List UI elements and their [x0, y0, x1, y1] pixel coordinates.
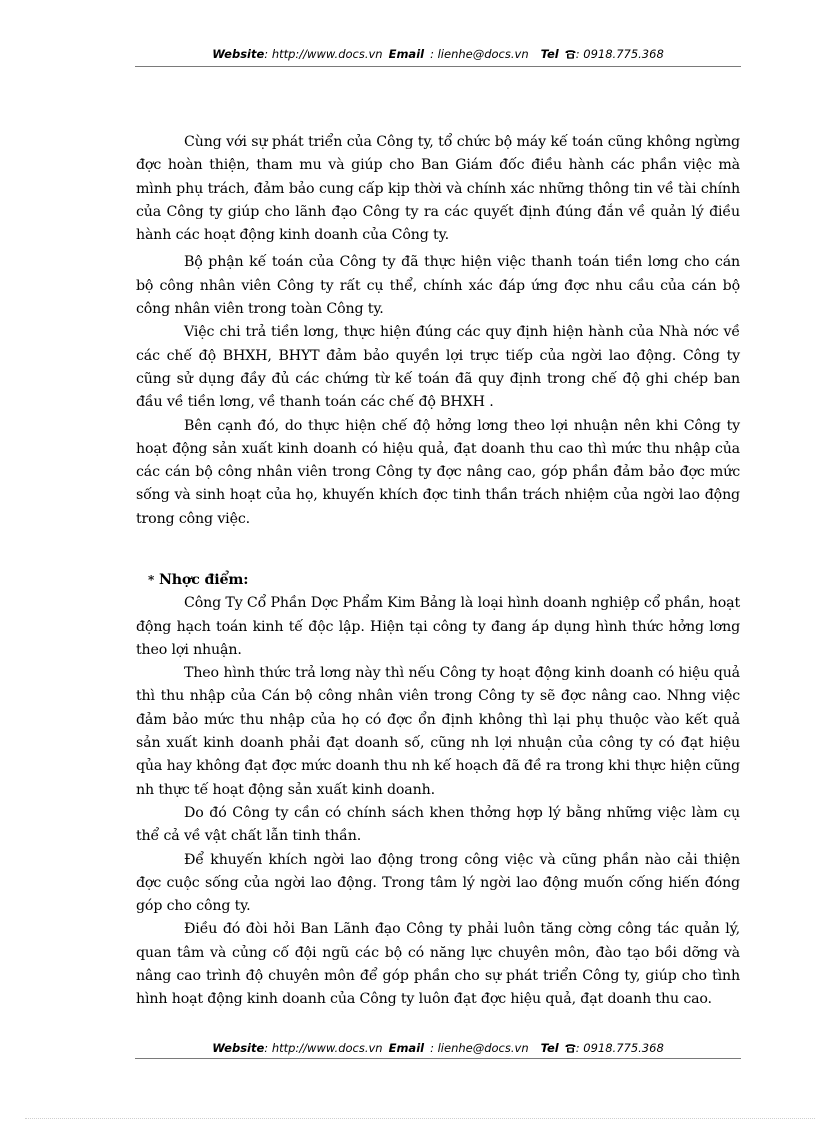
paragraph: Việc chi trả tiền lơng, thực hiện đúng các quy định hiện hành của Nhà nớc về các chế độ BHXH, BHYT đảm bảo quyền lợi trực tiếp của ngời lao động. Công ty cũng sử dụng đầy đủ các chứng từ kế toán đã quy định trong chế độ ghi chép ban đầu về tiền lơng, về thanh toán các chế độ BHXH . [136, 324, 740, 411]
paragraph: Bên cạnh đó, do thực hiện chế độ hởng lơng theo lợi nhuận nên khi Công ty hoạt động sản xuất kinh doanh có hiệu quả, đạt doanh thu cao thì mức thu nhập của các cán bộ công nhân viên trong Công ty đợc nâng cao, góp phần đảm bảo đợc mức sống và sinh hoạt của họ, khuyến khích đợc tinh thần trách nhiệm của ngời lao động trong công việc. [136, 417, 740, 527]
footer-tel-value: : 0918.775.368 [575, 1041, 664, 1055]
footer-email-label: Email [388, 1041, 425, 1055]
header-rule [135, 66, 741, 67]
paragraph: Theo hình thức trả lơng này thì nếu Công ty hoạt động kinh doanh có hiệu quả thì thu nhập của Cán bộ công nhân viên trong Công ty sẽ đợc nâng cao. Nhng việc đảm bảo mức thu nhập của họ có đợc ổn định không thì lại phụ thuộc vào kết quả sản xuất kinh doanh phải đạt doanh số, cũng nh lợi nhuận của công ty có đạt hiệu qủa hay không đạt đợc mức doanh thu nh kế hoạch đã đề ra trong khi thực hiện cũng nh thực tế hoạt động sản xuất kinh doanh. [136, 665, 740, 798]
telephone-icon [565, 1041, 576, 1055]
footer-rule [135, 1058, 741, 1059]
heading-text: Nhợc điểm: [158, 572, 249, 588]
header-tel-value: : 0918.775.368 [575, 47, 664, 61]
header-email-value: : lienhe@docs.vn [430, 47, 529, 61]
paragraph: Cùng với sự phát triển của Công ty, tổ chức bộ máy kế toán cũng không ngừng đợc hoàn thiện, tham mu và giúp cho Ban Giám đốc điều hành các phần việc mà mình phụ trách, đảm bảo cung cấp kịp thời và chính xác những thông tin về tài chính của Công ty giúp cho lãnh đạo Công ty ra các quyết định đúng đắn về quản lý điều hành các hoạt động kinh doanh của Công ty. [136, 134, 740, 244]
paragraph: Do đó Công ty cần có chính sách khen thởng hợp lý bằng những việc làm cụ thể cả về vật chất lẫn tinh thần. [136, 804, 740, 845]
footer-tel-label: Tel [540, 1041, 559, 1055]
page-header [135, 46, 741, 62]
telephone-icon [565, 47, 576, 61]
paragraph: Công Ty Cổ Phần Dợc Phẩm Kim Bảng là loại hình doanh nghiệp cổ phần, hoạt động hạch toán kinh tế độc lập. Hiện tại công ty đang áp dụng hình thức hởng lơng theo lợi nhuận. [136, 595, 741, 658]
body-block-disadvantages [136, 569, 740, 1012]
footer-website-label: Website [212, 1041, 265, 1055]
paragraph: Điều đó đòi hỏi Ban Lãnh đạo Công ty phải luôn tăng cờng công tác quản lý, quan tâm và củng cố đội ngũ các bộ có năng lực chuyên môn, đào tạo bồi dỡng và nâng cao trình độ chuyên môn để góp phần cho sự phát triển Công ty, giúp cho tình hình hoạt động kinh doanh của Công ty luôn đạt đợc hiệu quả, đạt doanh thu cao. [136, 921, 740, 1008]
header-website-label: Website [212, 47, 265, 61]
header-tel-label: Tel [540, 47, 559, 61]
header-website-value: : http://www.docs.vn [264, 47, 383, 61]
body-block-advantages [136, 131, 740, 531]
footer-website-value: : http://www.docs.vn [264, 1041, 383, 1055]
header-email-label: Email [388, 47, 425, 61]
paragraph: Bộ phận kế toán của Công ty đã thực hiện việc thanh toán tiền lơng cho cán bộ công nhân viên Công ty rất cụ thể, chính xác đáp ứng đợc nhu cầu của cán bộ công nhân viên trong toàn Công ty. [136, 254, 740, 318]
page-footer [135, 1040, 741, 1056]
section-heading [136, 569, 740, 592]
paragraph: Để khuyến khích ngời lao động trong công việc và cũng phần nào cải thiện đợc cuộc sống của ngời lao động. Trong tâm lý ngời lao động muốn cống hiến đóng góp cho công ty. [136, 851, 740, 915]
heading-star: * [148, 573, 155, 587]
page-bottom-dotted-divider [25, 1118, 815, 1119]
footer-email-value: : lienhe@docs.vn [430, 1041, 529, 1055]
